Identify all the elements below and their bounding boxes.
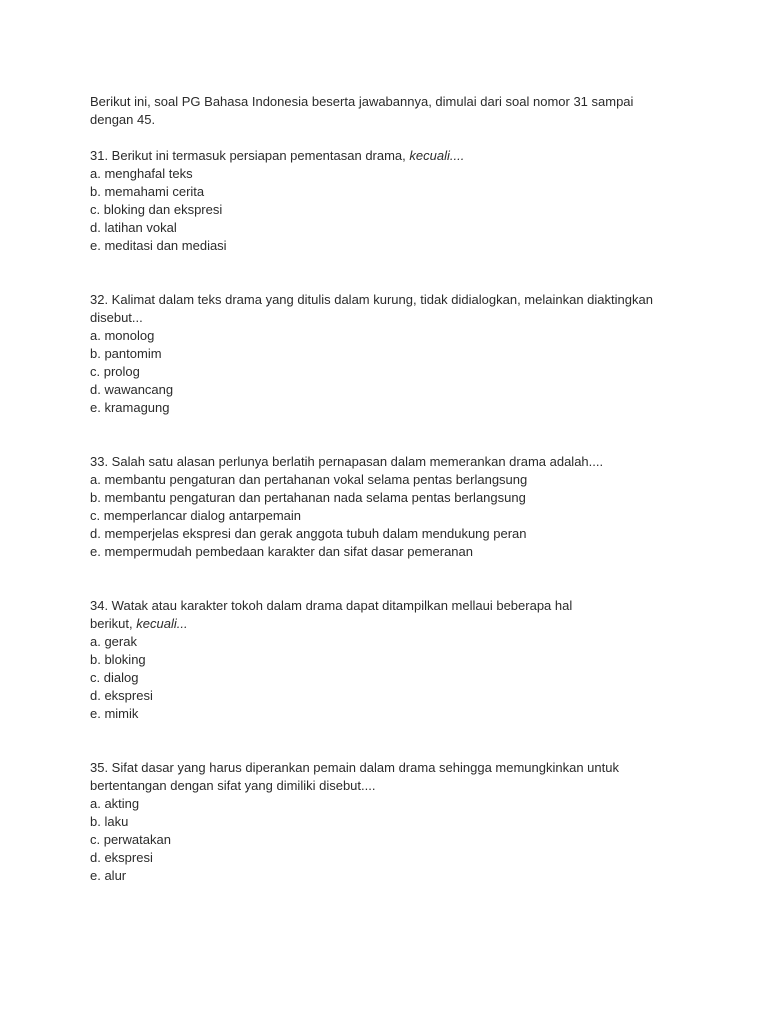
answer-option: e. mimik [90, 706, 139, 721]
answer-option: b. laku [90, 814, 129, 829]
answer-option: d. wawancang [90, 382, 174, 397]
question-stem: 35. Sifat dasar yang harus diperankan pemain dalam drama sehingga memungkinkan untuk [90, 760, 619, 775]
answer-option: c. memperlancar dialog antarpemain [90, 508, 301, 523]
intro-line: dengan 45. [90, 112, 156, 127]
question-31 [90, 147, 690, 255]
question-stem-text: 31. Berikut ini termasuk persiapan pementasan drama, [90, 148, 410, 163]
answer-option: a. gerak [90, 634, 137, 649]
answer-option: a. akting [90, 796, 140, 811]
question-32 [90, 291, 690, 417]
question-stem: 32. Kalimat dalam teks drama yang ditulis dalam kurung, tidak didialogkan, melainkan diaktingkan [90, 292, 653, 307]
answer-option: e. mempermudah pembedaan karakter dan sifat dasar pemeranan [90, 544, 473, 559]
answer-option: d. memperjelas ekspresi dan gerak anggota tubuh dalam mendukung peran [90, 526, 527, 541]
answer-option: c. dialog [90, 670, 139, 685]
answer-option: e. alur [90, 868, 127, 883]
intro-line: Berikut ini, soal PG Bahasa Indonesia beserta jawabannya, dimulai dari soal nomor 31 sampai [90, 94, 634, 109]
answer-option: c. perwatakan [90, 832, 171, 847]
answer-option: a. monolog [90, 328, 155, 343]
question-33 [90, 453, 690, 561]
document-page [90, 93, 690, 885]
answer-option: d. ekspresi [90, 688, 153, 703]
answer-option: b. pantomim [90, 346, 162, 361]
question-35 [90, 759, 690, 885]
question-34 [90, 597, 690, 723]
question-stem: 33. Salah satu alasan perlunya berlatih pernapasan dalam memerankan drama adalah.... [90, 454, 604, 469]
answer-option: b. bloking [90, 652, 146, 667]
answer-option: b. membantu pengaturan dan pertahanan nada selama pentas berlangsung [90, 490, 526, 505]
question-stem-italic: kecuali... [136, 616, 188, 631]
answer-option: d. latihan vokal [90, 220, 177, 235]
intro-paragraph [90, 93, 690, 129]
question-stem [90, 147, 690, 165]
answer-option: c. bloking dan ekspresi [90, 202, 223, 217]
question-stem-italic: kecuali.... [409, 148, 465, 163]
answer-option: a. membantu pengaturan dan pertahanan vokal selama pentas berlangsung [90, 472, 528, 487]
answer-option: a. menghafal teks [90, 166, 193, 181]
answer-option: d. ekspresi [90, 850, 153, 865]
answer-option: e. meditasi dan mediasi [90, 238, 227, 253]
answer-option: c. prolog [90, 364, 140, 379]
question-stem: bertentangan dengan sifat yang dimiliki disebut.... [90, 778, 376, 793]
question-stem: disebut... [90, 310, 143, 325]
answer-option: e. kramagung [90, 400, 170, 415]
question-stem [90, 615, 690, 633]
question-stem: 34. Watak atau karakter tokoh dalam drama dapat ditampilkan mellaui beberapa hal [90, 598, 573, 613]
question-stem-text: berikut, [90, 616, 137, 631]
answer-option: b. memahami cerita [90, 184, 205, 199]
